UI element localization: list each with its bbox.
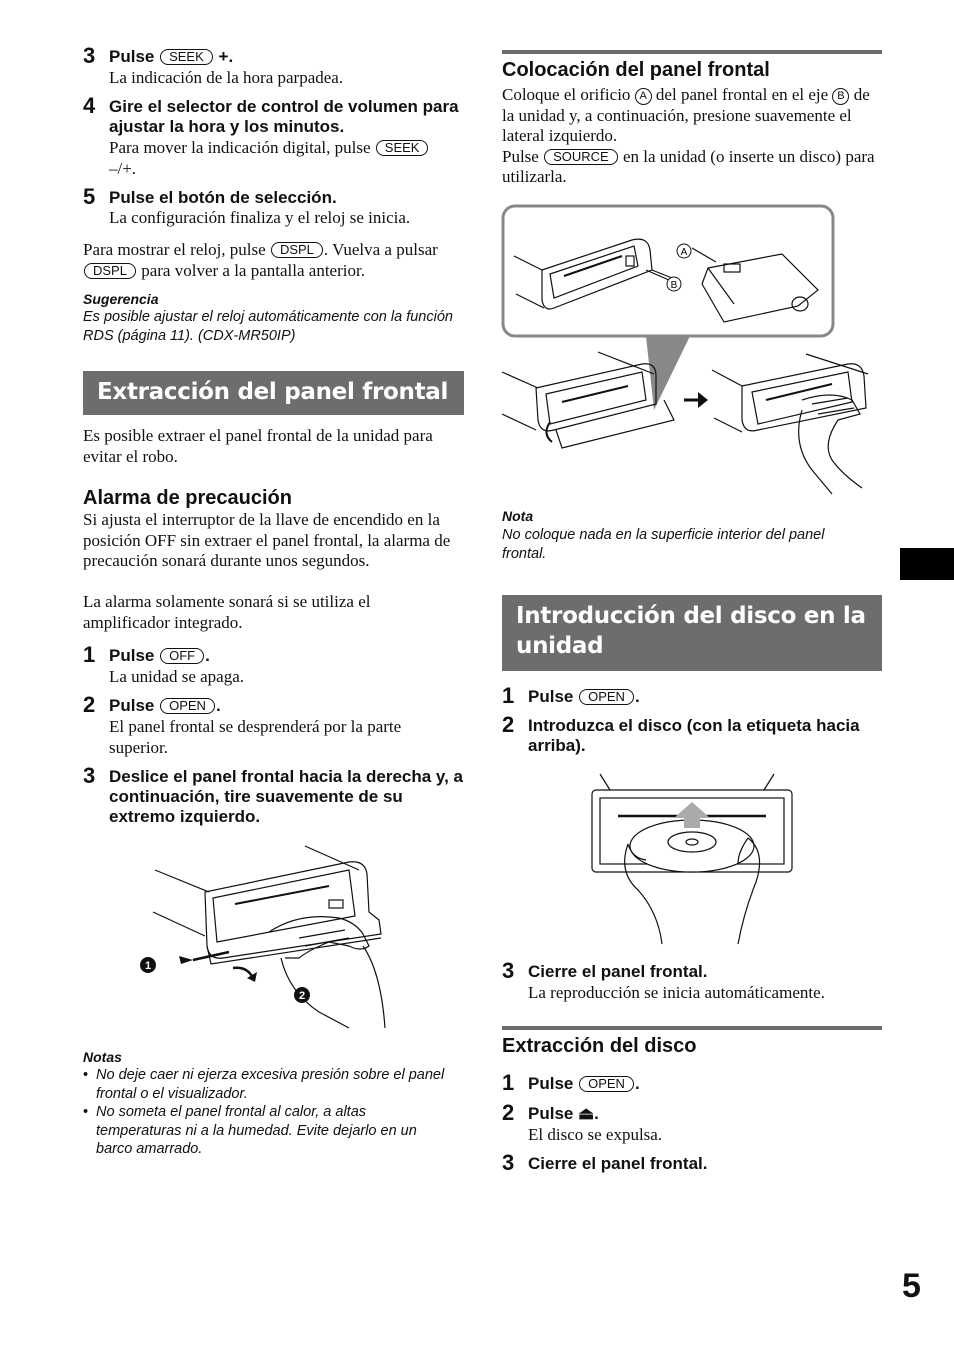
step-title (528, 1074, 640, 1094)
step-number: 3 (502, 1150, 515, 1175)
open-button-label: OPEN (160, 698, 215, 714)
step-number: 3 (83, 43, 96, 68)
paragraph-text: del panel frontal en el eje (655, 85, 829, 104)
attach-text (502, 85, 882, 188)
step-title-text: Pulse (528, 687, 574, 706)
step-number: 2 (502, 1100, 515, 1125)
disc-insert-illustration (588, 772, 798, 944)
step-title (109, 47, 233, 67)
step-description: El panel frontal se desprenderá por la parte superior. (109, 717, 402, 757)
step-title-text: . (634, 687, 640, 706)
step-title: Pulse el botón de selección. (109, 188, 337, 207)
step-title: Introduzca el disco (con la etiqueta hacia arriba). (528, 716, 860, 755)
paragraph-text: de la unidad y, a continuación, presione suavemente el lateral izquierdo. (502, 85, 870, 145)
source-button-label: SOURCE (544, 149, 618, 165)
step-number: 5 (83, 184, 96, 209)
paragraph-text: . Vuelva a pulsar (323, 240, 438, 259)
paragraph-text: en la unidad (o inserte un disco) para utilizarla. (502, 146, 875, 186)
step-title-text: . (634, 1074, 640, 1093)
paragraph-text: Pulse (502, 146, 539, 166)
paragraph-text: Para mostrar el reloj, pulse (83, 240, 266, 259)
step-title-text: . (215, 696, 221, 715)
alarm-heading: Alarma de precaución (83, 487, 292, 509)
tip-text: Es posible ajustar el reloj automáticamente con la función RDS (página 11). (CDX-MR50IP) (83, 309, 453, 344)
step-number: 3 (502, 958, 515, 983)
step-description: La configuración finaliza y el reloj se inicia. (109, 208, 411, 227)
section-title-panel-removal: Extracción del panel frontal (83, 371, 464, 415)
alarm-text: La alarma solamente sonará si se utiliza el amplificador integrado. (83, 592, 371, 632)
step-title (528, 1104, 599, 1124)
step-description: El disco se expulsa. (528, 1125, 663, 1144)
step-title-text: Pulse (528, 1104, 574, 1123)
step-description (109, 138, 439, 179)
figure-label-b: B (670, 280, 678, 291)
step-title: Cierre el panel frontal. (528, 1154, 708, 1173)
step-number: 1 (83, 642, 96, 667)
step-title-text: +. (218, 47, 234, 66)
step-number: 1 (502, 1070, 515, 1095)
dspl-button-label: DSPL (84, 263, 136, 279)
open-button-label: OPEN (579, 689, 634, 705)
note-heading: Nota (502, 508, 534, 524)
panel-removal-illustration (144, 842, 395, 1028)
step-title: Cierre el panel frontal. (528, 962, 708, 981)
step-title-text: Pulse (109, 646, 155, 665)
step-title-text: Pulse (109, 47, 155, 66)
section-title-disc-insert: Introducción del disco en la unidad (502, 595, 882, 671)
tip-heading: Sugerencia (83, 291, 159, 307)
panel-attach-illustration (502, 204, 882, 494)
note-text: No coloque nada en la superficie interior del panel frontal. (502, 527, 825, 562)
dspl-button-label: DSPL (271, 242, 323, 258)
step-number: 1 (502, 683, 515, 708)
section-intro: Es posible extraer el panel frontal de la unidad para evitar el robo. (83, 426, 433, 466)
step-number: 4 (83, 93, 96, 118)
label-b-marker: B (832, 88, 849, 105)
note-item: • No someta el panel frontal al calor, a altas temperaturas ni a la humedad. Evite dejarlo en un barco amarrado. (83, 1103, 455, 1159)
step-title (109, 646, 210, 666)
off-button-label: OFF (160, 648, 204, 664)
step-number: 2 (502, 712, 515, 737)
step-title: Gire el selector de control de volumen para ajustar la hora y los minutos. (109, 97, 459, 136)
step-title: Deslice el panel frontal hacia la derecha y, a continuación, tire suavemente de su extremo izquierdo. (109, 767, 464, 826)
eject-icon: ⏏ (578, 1104, 595, 1123)
seek-button-label: SEEK (160, 49, 213, 65)
step-number: 2 (83, 692, 96, 717)
step-title-text: Pulse (109, 696, 155, 715)
step-description: La indicación de la hora parpadea. (109, 68, 344, 87)
step-description-text: –/+. (109, 158, 137, 178)
eject-heading: Extracción del disco (502, 1035, 697, 1057)
clock-paragraph (83, 240, 465, 281)
section-rule (502, 1026, 882, 1030)
open-button-label: OPEN (579, 1076, 634, 1092)
note-item: • No deje caer ni ejerza excesiva presión sobre el panel frontal o el visualizador. (83, 1066, 455, 1103)
attach-heading: Colocación del panel frontal (502, 59, 770, 81)
step-title-text: . (594, 1104, 599, 1123)
step-description-text: Para mover la indicación digital, pulse (109, 138, 371, 157)
paragraph-text: para volver a la pantalla anterior. (141, 260, 365, 280)
step-title (528, 687, 640, 707)
alarm-text: Si ajusta el interruptor de la llave de encendido en la posición OFF sin extraer el panel frontal, la alarma de precaución sonará durante unos segundos. (83, 510, 451, 570)
figure-marker-1-label: 1 (144, 960, 152, 972)
section-rule (502, 50, 882, 54)
label-a-marker: A (635, 88, 652, 105)
page-number: 5 (902, 1267, 921, 1305)
step-description: La reproducción se inicia automáticamente. (528, 983, 825, 1002)
step-title-text: Pulse (528, 1074, 574, 1093)
paragraph-text: Coloque el orificio (502, 85, 631, 104)
figure-marker-2-label: 2 (298, 990, 306, 1002)
step-description: La unidad se apaga. (109, 667, 244, 686)
section-tab-marker (900, 548, 954, 580)
notes-list (83, 1066, 455, 1159)
seek-button-label: SEEK (376, 140, 429, 156)
notes-heading: Notas (83, 1049, 122, 1065)
step-title-text: . (205, 646, 210, 665)
step-title (109, 696, 221, 716)
step-number: 3 (83, 763, 96, 788)
figure-label-a: A (680, 247, 688, 258)
